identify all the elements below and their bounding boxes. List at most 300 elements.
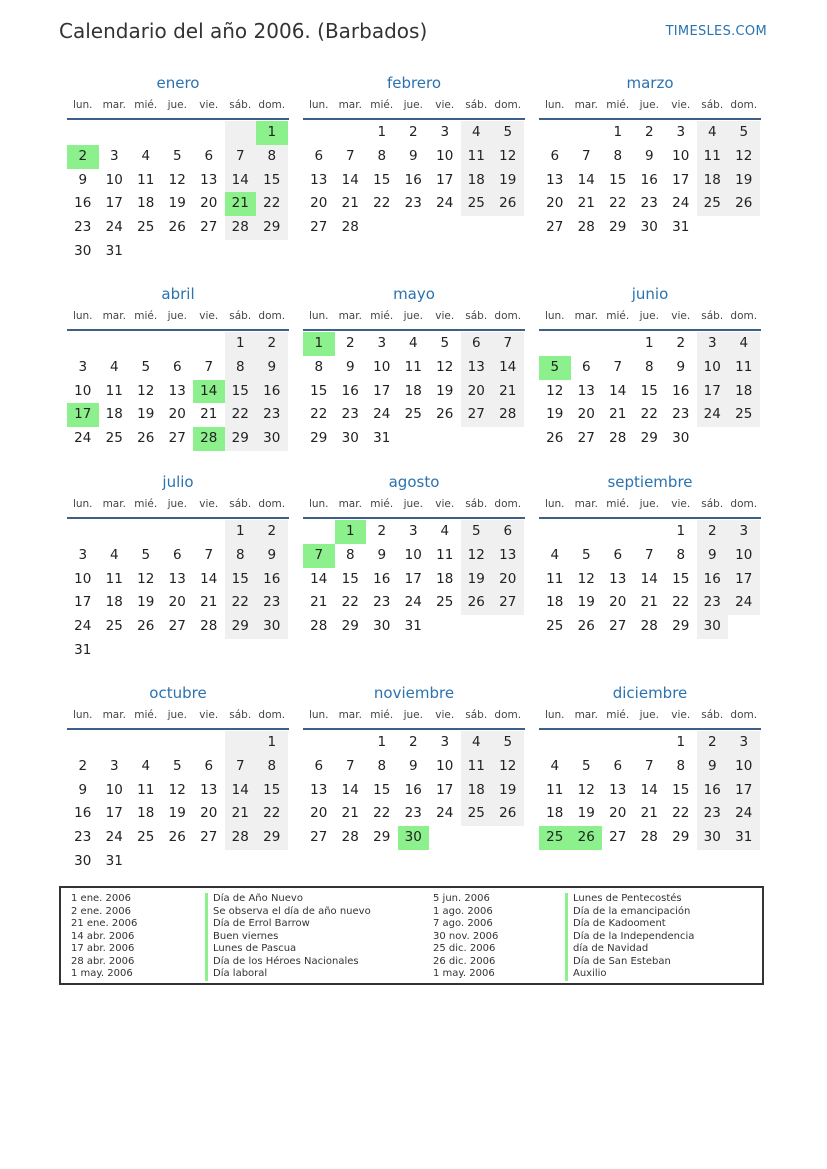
holiday-name: Día de Errol Barrow — [205, 918, 371, 931]
day: 25 — [461, 192, 493, 216]
day: 7 — [204, 358, 214, 375]
day: 25 — [728, 403, 760, 427]
day: 9 — [697, 755, 729, 779]
day: 1 — [225, 332, 257, 356]
weekday-label: mié. — [606, 498, 630, 510]
day: 7 — [225, 145, 257, 169]
day: 1 — [676, 523, 686, 539]
day: 29 — [225, 615, 257, 639]
day: 27 — [310, 829, 328, 846]
day: 8 — [377, 757, 387, 774]
day: 8 — [225, 544, 257, 568]
day: 24 — [404, 594, 422, 611]
day: 5 — [172, 147, 182, 164]
day: 3 — [440, 124, 450, 140]
day: 10 — [404, 546, 422, 563]
day: 11 — [436, 546, 454, 563]
day: 18 — [105, 594, 123, 611]
weekday-label: jue. — [639, 709, 659, 721]
day: 25 — [137, 219, 155, 236]
day: 8 — [314, 358, 324, 375]
day: 22 — [373, 195, 391, 212]
day: 28 — [341, 829, 359, 846]
empty-cell — [193, 731, 225, 755]
day: 20 — [200, 805, 218, 822]
holiday-date: 2 ene. 2006 — [71, 905, 131, 917]
day: 29 — [256, 826, 288, 850]
day: 22 — [640, 406, 658, 423]
weekday-label: lun. — [72, 498, 93, 510]
empty-cell — [67, 731, 99, 755]
day: 20 — [492, 568, 524, 592]
weekday-header — [303, 705, 525, 730]
day: 3 — [676, 124, 686, 140]
weekday-label: mar. — [574, 99, 598, 111]
day: 26 — [168, 219, 186, 236]
day: 28 — [341, 219, 359, 236]
day: 28 — [492, 403, 524, 427]
day: 19 — [168, 195, 186, 212]
day: 19 — [436, 382, 454, 399]
weekday-label: sáb. — [701, 310, 724, 322]
weekday-header — [539, 705, 761, 730]
day: 24 — [728, 591, 760, 615]
day: 6 — [204, 147, 214, 164]
day: 13 — [577, 382, 595, 399]
empty-cell — [539, 731, 571, 755]
day: 23 — [256, 591, 288, 615]
weekday-header — [67, 494, 289, 519]
empty-cell — [303, 520, 335, 544]
day: 31 — [74, 641, 92, 658]
weekday-label: jue. — [639, 310, 659, 322]
day: 9 — [78, 781, 88, 798]
day: 4 — [550, 546, 560, 563]
day: 31 — [672, 219, 690, 236]
month-name: junio — [631, 285, 669, 303]
weekday-label: dom. — [258, 310, 286, 322]
weekday-label: vie. — [199, 310, 219, 322]
holiday-day: 21 — [225, 192, 257, 216]
day: 1 — [644, 335, 654, 351]
day: 30 — [74, 242, 92, 259]
weekday-label: sáb. — [701, 99, 724, 111]
day: 12 — [546, 382, 564, 399]
empty-cell — [162, 332, 194, 356]
day: 26 — [546, 430, 564, 447]
day: 24 — [697, 403, 729, 427]
day: 8 — [377, 147, 387, 164]
day: 19 — [728, 169, 760, 193]
weekday-label: mié. — [606, 709, 630, 721]
day: 28 — [577, 219, 595, 236]
day: 5 — [141, 546, 151, 563]
day-grid — [67, 332, 289, 451]
weekday-label: dom. — [258, 99, 286, 111]
day: 9 — [644, 147, 654, 164]
day: 5 — [728, 121, 760, 145]
month-name: mayo — [393, 285, 435, 303]
empty-cell — [335, 121, 367, 145]
day: 22 — [672, 594, 690, 611]
day: 22 — [341, 594, 359, 611]
day: 30 — [672, 430, 690, 447]
day: 4 — [550, 757, 560, 774]
day: 27 — [168, 430, 186, 447]
day: 16 — [341, 382, 359, 399]
day: 26 — [436, 406, 454, 423]
day: 4 — [408, 335, 418, 351]
day: 30 — [697, 826, 729, 850]
day: 16 — [256, 568, 288, 592]
weekday-label: lun. — [308, 310, 329, 322]
weekday-label: mié. — [134, 99, 158, 111]
day: 10 — [105, 171, 123, 188]
day: 5 — [172, 757, 182, 774]
weekday-header — [67, 306, 289, 331]
day: 19 — [492, 779, 524, 803]
weekday-label: lun. — [544, 709, 565, 721]
day: 14 — [225, 169, 257, 193]
day: 6 — [581, 358, 591, 375]
day: 12 — [137, 570, 155, 587]
weekday-label: sáb. — [229, 709, 252, 721]
weekday-label: lun. — [72, 99, 93, 111]
day: 23 — [373, 594, 391, 611]
day: 29 — [256, 216, 288, 240]
day: 4 — [697, 121, 729, 145]
day: 7 — [225, 755, 257, 779]
day: 16 — [640, 171, 658, 188]
day: 13 — [461, 356, 493, 380]
day: 15 — [341, 570, 359, 587]
holiday-day: 17 — [67, 403, 99, 427]
empty-cell — [303, 731, 335, 755]
day: 24 — [436, 195, 454, 212]
legend-dates-right — [433, 893, 498, 981]
empty-cell — [539, 121, 571, 145]
holiday-date: 1 may. 2006 — [71, 968, 133, 979]
empty-cell — [225, 731, 257, 755]
weekday-label: mié. — [134, 310, 158, 322]
day: 6 — [172, 546, 182, 563]
empty-cell — [634, 731, 666, 755]
day: 20 — [310, 805, 328, 822]
holiday-date: 21 ene. 2006 — [71, 918, 138, 929]
holiday-name: Lunes de Pentecostés — [565, 893, 694, 906]
day: 24 — [105, 219, 123, 236]
day: 21 — [310, 594, 328, 611]
day: 9 — [408, 147, 418, 164]
day: 12 — [728, 145, 760, 169]
holiday-day: 1 — [335, 520, 367, 544]
day: 3 — [377, 335, 387, 351]
day: 14 — [200, 570, 218, 587]
empty-cell — [99, 520, 131, 544]
day: 19 — [137, 594, 155, 611]
day: 12 — [168, 171, 186, 188]
weekday-label: dom. — [730, 310, 758, 322]
day: 27 — [492, 591, 524, 615]
day: 19 — [492, 169, 524, 193]
day: 3 — [78, 546, 88, 563]
holiday-name: Auxilio — [565, 968, 694, 981]
month-julio — [67, 470, 289, 663]
day: 8 — [256, 755, 288, 779]
day: 18 — [697, 169, 729, 193]
weekday-label: mié. — [134, 498, 158, 510]
day: 14 — [577, 171, 595, 188]
weekday-header — [539, 494, 761, 519]
day: 20 — [609, 594, 627, 611]
weekday-header — [303, 306, 525, 331]
day: 11 — [546, 570, 564, 587]
empty-cell — [130, 121, 162, 145]
holiday-name: Día de Año Nuevo — [205, 893, 371, 906]
day: 15 — [672, 781, 690, 798]
weekday-label: vie. — [671, 99, 691, 111]
day-grid — [539, 332, 761, 451]
day: 3 — [728, 520, 760, 544]
weekday-label: jue. — [639, 498, 659, 510]
weekday-label: sáb. — [229, 310, 252, 322]
weekday-label: sáb. — [465, 498, 488, 510]
day-grid — [539, 520, 761, 639]
day: 22 — [256, 802, 288, 826]
day: 11 — [404, 358, 422, 375]
day: 29 — [310, 430, 328, 447]
empty-cell — [193, 332, 225, 356]
day: 20 — [577, 406, 595, 423]
day: 15 — [225, 380, 257, 404]
day: 8 — [613, 147, 623, 164]
day: 31 — [404, 618, 422, 635]
day: 10 — [373, 358, 391, 375]
weekday-label: mié. — [606, 99, 630, 111]
day: 28 — [225, 216, 257, 240]
holiday-name: Día de la Independencia — [565, 931, 694, 944]
weekday-label: dom. — [730, 498, 758, 510]
day-grid — [303, 332, 525, 451]
weekday-label: mar. — [574, 310, 598, 322]
day: 28 — [640, 618, 658, 635]
weekday-label: vie. — [435, 498, 455, 510]
empty-cell — [193, 121, 225, 145]
holiday-day: 1 — [256, 121, 288, 145]
holiday-day: 26 — [571, 826, 603, 850]
day: 18 — [461, 169, 493, 193]
weekday-label: lun. — [308, 709, 329, 721]
day: 10 — [672, 147, 690, 164]
empty-cell — [602, 731, 634, 755]
empty-cell — [225, 121, 257, 145]
day: 28 — [310, 618, 328, 635]
day: 30 — [256, 615, 288, 639]
day: 2 — [408, 124, 418, 140]
day: 1 — [613, 124, 623, 140]
holiday-name: Día laboral — [205, 968, 371, 981]
holiday-name: Buen viernes — [205, 931, 371, 944]
holiday-name: Se observa el día de año nuevo — [205, 906, 371, 919]
day: 9 — [78, 171, 88, 188]
day: 9 — [408, 757, 418, 774]
month-name: noviembre — [373, 684, 455, 702]
day: 9 — [676, 358, 686, 375]
day: 30 — [697, 615, 729, 639]
day: 30 — [640, 219, 658, 236]
day: 1 — [676, 734, 686, 750]
weekday-label: lun. — [544, 498, 565, 510]
day: 20 — [609, 805, 627, 822]
weekday-label: jue. — [639, 99, 659, 111]
day: 17 — [373, 382, 391, 399]
day: 8 — [676, 546, 686, 563]
weekday-label: vie. — [435, 310, 455, 322]
holiday-day: 25 — [539, 826, 571, 850]
day: 15 — [373, 171, 391, 188]
month-mayo — [303, 282, 525, 451]
weekday-label: sáb. — [465, 310, 488, 322]
day: 10 — [728, 544, 760, 568]
weekday-label: jue. — [167, 310, 187, 322]
day: 8 — [345, 546, 355, 563]
day: 30 — [74, 852, 92, 869]
month-agosto — [303, 470, 525, 639]
weekday-header — [303, 494, 525, 519]
holiday-day: 28 — [193, 427, 225, 451]
day: 13 — [200, 781, 218, 798]
day: 6 — [314, 147, 324, 164]
day: 16 — [697, 779, 729, 803]
holiday-date: 25 dic. 2006 — [433, 943, 496, 954]
empty-cell — [539, 332, 571, 356]
weekday-header — [303, 95, 525, 120]
day: 27 — [609, 829, 627, 846]
empty-cell — [130, 731, 162, 755]
day: 4 — [109, 546, 119, 563]
day: 23 — [697, 591, 729, 615]
day: 27 — [200, 219, 218, 236]
day: 13 — [492, 544, 524, 568]
day: 7 — [492, 332, 524, 356]
day: 17 — [404, 570, 422, 587]
holiday-date: 7 ago. 2006 — [433, 918, 493, 929]
empty-cell — [162, 731, 194, 755]
month-octubre — [67, 681, 289, 874]
day: 23 — [74, 219, 92, 236]
day: 16 — [404, 781, 422, 798]
weekday-label: sáb. — [701, 709, 724, 721]
day: 10 — [436, 147, 454, 164]
day: 12 — [168, 781, 186, 798]
day: 5 — [440, 335, 450, 351]
day: 12 — [577, 570, 595, 587]
day: 16 — [74, 195, 92, 212]
day: 26 — [577, 618, 595, 635]
holiday-name: Lunes de Pascua — [205, 943, 371, 956]
day: 29 — [640, 430, 658, 447]
weekday-label: vie. — [435, 709, 455, 721]
month-name: septiembre — [607, 473, 693, 491]
day: 9 — [256, 544, 288, 568]
day: 21 — [640, 805, 658, 822]
day: 24 — [74, 618, 92, 635]
day: 16 — [672, 382, 690, 399]
weekday-label: mar. — [338, 498, 362, 510]
month-name: julio — [162, 473, 194, 491]
day: 20 — [310, 195, 328, 212]
weekday-label: vie. — [671, 498, 691, 510]
day: 29 — [341, 618, 359, 635]
day: 25 — [137, 829, 155, 846]
month-abril — [67, 282, 289, 451]
day: 2 — [676, 335, 686, 351]
weekday-label: dom. — [494, 498, 522, 510]
day: 4 — [461, 731, 493, 755]
day-grid — [67, 121, 289, 264]
empty-cell — [602, 520, 634, 544]
day: 11 — [461, 755, 493, 779]
day: 19 — [461, 568, 493, 592]
month-marzo — [539, 71, 761, 240]
site-logo-link[interactable]: TIMESLES.COM — [665, 24, 767, 39]
day: 7 — [613, 358, 623, 375]
empty-cell — [303, 121, 335, 145]
weekday-label: vie. — [671, 709, 691, 721]
month-diciembre — [539, 681, 761, 850]
day: 27 — [546, 219, 564, 236]
day: 17 — [697, 380, 729, 404]
day: 12 — [461, 544, 493, 568]
holiday-name: Día de Kadooment — [565, 918, 694, 931]
day: 2 — [408, 734, 418, 750]
day: 3 — [440, 734, 450, 750]
day: 4 — [461, 121, 493, 145]
day: 21 — [640, 594, 658, 611]
empty-cell — [67, 121, 99, 145]
day: 5 — [492, 731, 524, 755]
day: 9 — [256, 356, 288, 380]
day: 6 — [613, 546, 623, 563]
day: 20 — [461, 380, 493, 404]
weekday-label: vie. — [199, 99, 219, 111]
day: 20 — [546, 195, 564, 212]
holiday-name: Día de San Esteban — [565, 956, 694, 969]
day: 11 — [105, 382, 123, 399]
day-grid — [67, 520, 289, 663]
day: 7 — [345, 757, 355, 774]
day: 25 — [404, 406, 422, 423]
day: 27 — [310, 219, 328, 236]
day: 21 — [492, 380, 524, 404]
day: 20 — [168, 406, 186, 423]
weekday-label: mar. — [102, 498, 126, 510]
day: 10 — [74, 382, 92, 399]
day: 29 — [225, 427, 257, 451]
day: 24 — [728, 802, 760, 826]
legend-names-left — [205, 893, 371, 981]
empty-cell — [130, 332, 162, 356]
day-grid — [67, 731, 289, 874]
day: 23 — [404, 805, 422, 822]
day-grid — [303, 520, 525, 639]
day: 26 — [461, 591, 493, 615]
day: 13 — [310, 781, 328, 798]
day: 28 — [640, 829, 658, 846]
day: 21 — [225, 802, 257, 826]
day: 2 — [256, 520, 288, 544]
empty-cell — [162, 520, 194, 544]
